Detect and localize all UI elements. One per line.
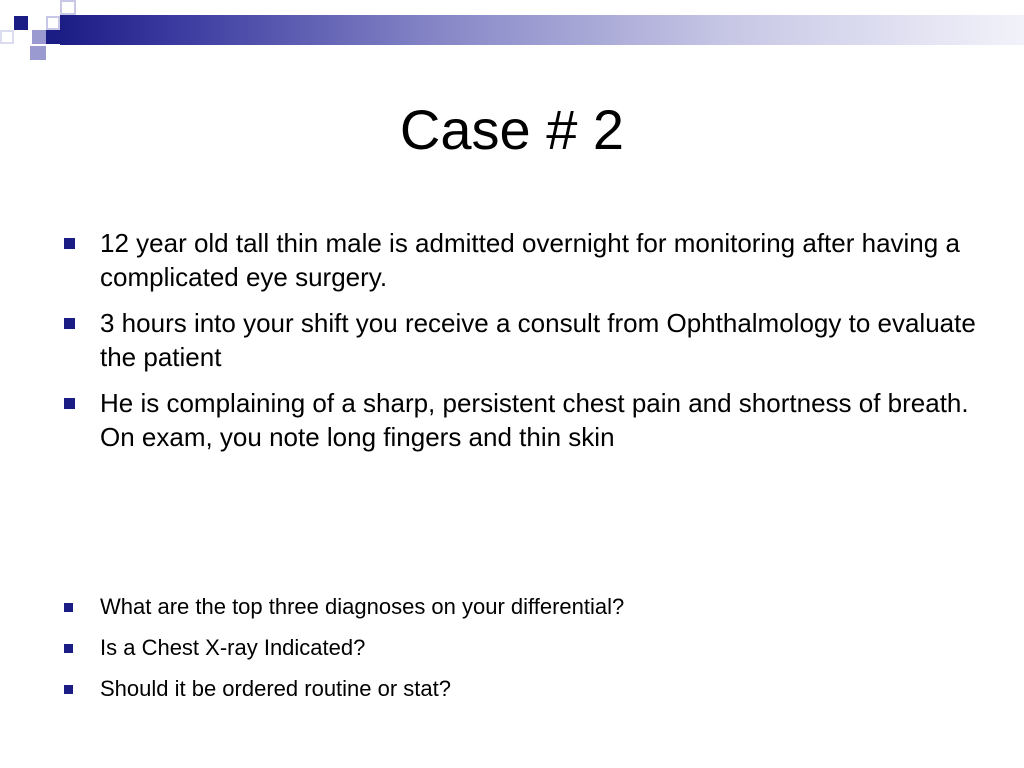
questions-list xyxy=(64,592,984,715)
decorative-square-icon xyxy=(14,16,28,30)
bullet-text: He is complaining of a sharp, persistent chest pain and shortness of breath. On exam, you note long fingers and thin skin xyxy=(100,388,969,452)
decorative-square-icon xyxy=(0,30,14,44)
bullet-text: 3 hours into your shift you receive a consult from Ophthalmology to evaluate the patient xyxy=(100,308,976,372)
question-text: Should it be ordered routine or stat? xyxy=(100,676,452,701)
decorative-square-icon xyxy=(60,0,76,15)
list-item xyxy=(64,386,984,454)
list-item xyxy=(64,306,984,374)
list-item xyxy=(64,633,984,663)
square-bullet-icon xyxy=(64,318,75,329)
case-details-list xyxy=(64,226,984,466)
question-text: What are the top three diagnoses on your differential? xyxy=(100,594,625,619)
question-text: Is a Chest X-ray Indicated? xyxy=(100,635,366,660)
square-bullet-icon xyxy=(64,644,73,653)
square-bullet-icon xyxy=(64,238,75,249)
square-bullet-icon xyxy=(64,398,75,409)
bullet-text: 12 year old tall thin male is admitted overnight for monitoring after having a complicated eye surgery. xyxy=(100,228,960,292)
list-item xyxy=(64,226,984,294)
decorative-square-icon xyxy=(46,16,60,30)
decorative-square-icon xyxy=(32,30,46,44)
square-bullet-icon xyxy=(64,685,73,694)
list-item xyxy=(64,592,984,622)
decorative-square-icon xyxy=(46,30,60,44)
decorative-square-icon xyxy=(30,46,46,60)
slide-title: Case # 2 xyxy=(399,98,625,161)
square-bullet-icon xyxy=(64,603,73,612)
list-item xyxy=(64,674,984,704)
header-gradient-bar xyxy=(60,15,1024,45)
